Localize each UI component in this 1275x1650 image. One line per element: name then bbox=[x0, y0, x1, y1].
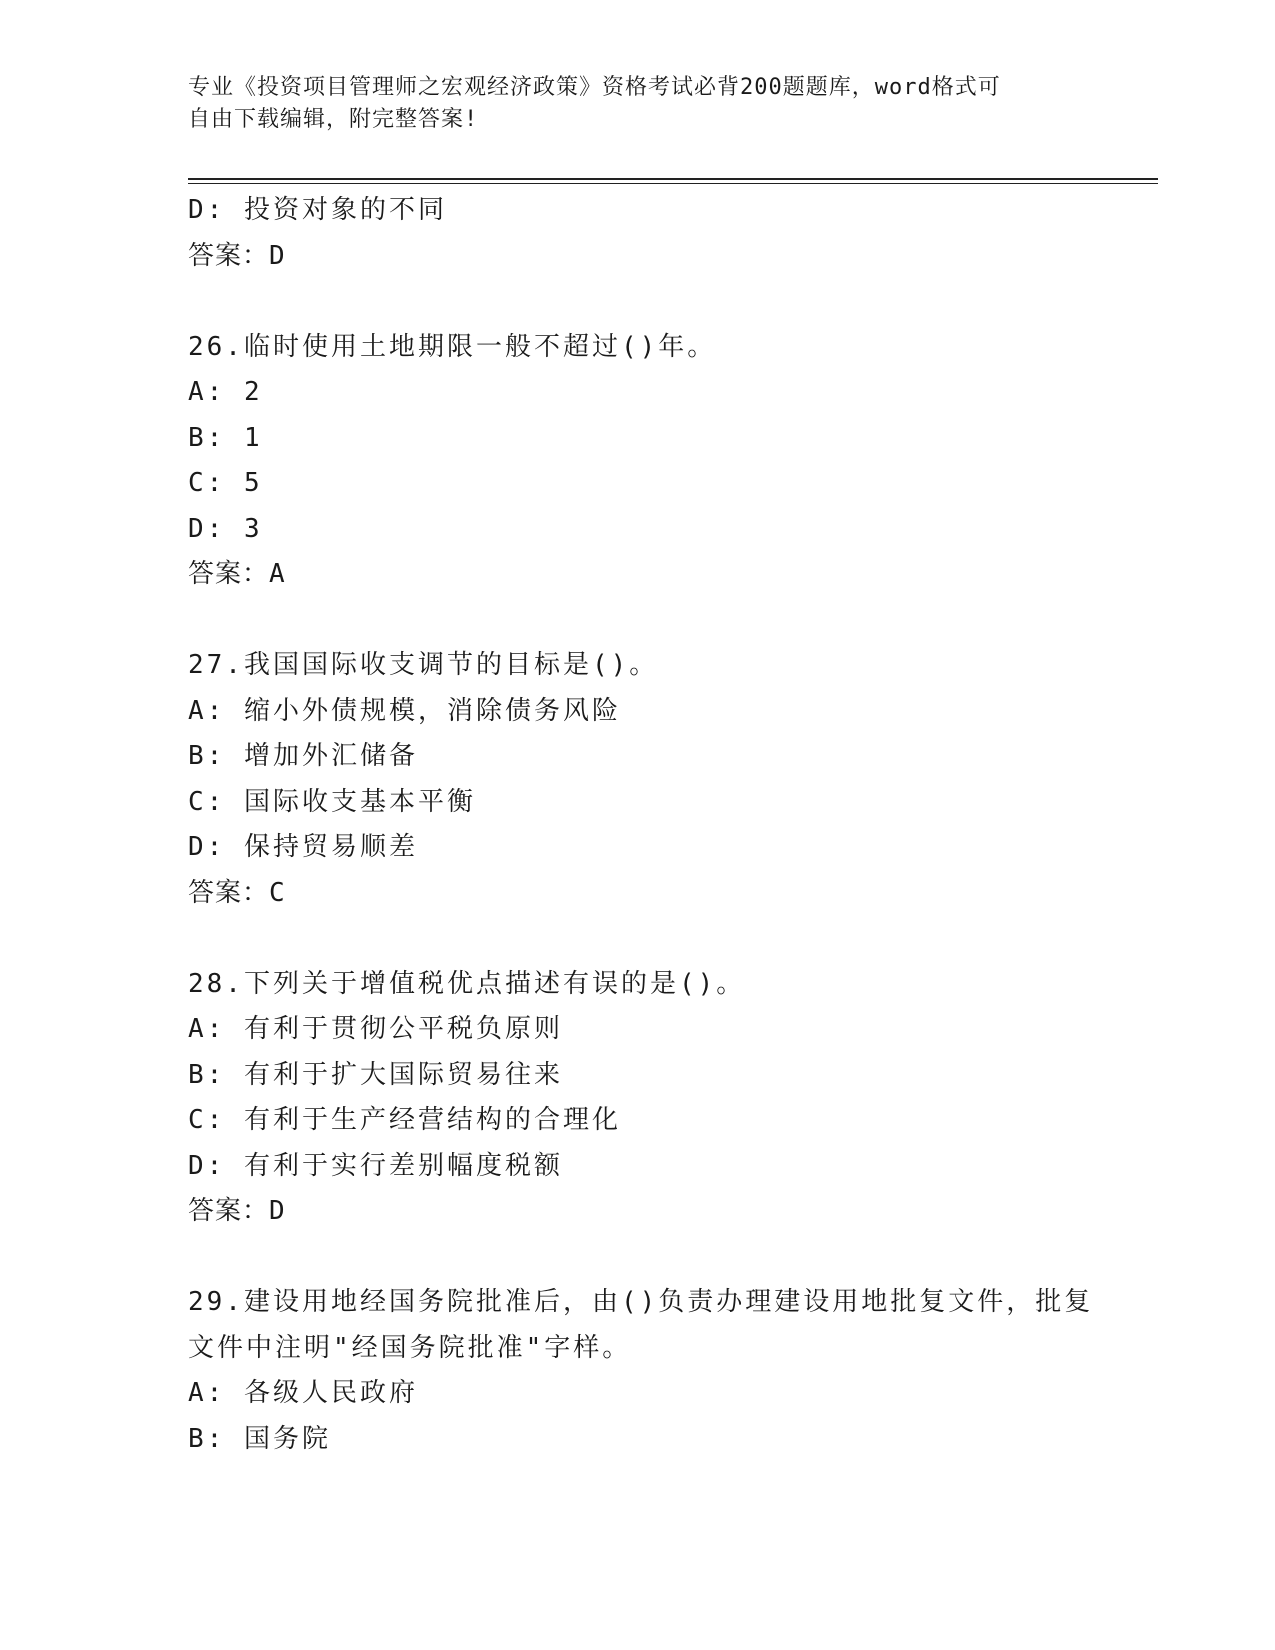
option-b: B: 1 bbox=[188, 422, 263, 453]
spacer bbox=[188, 1235, 1068, 1281]
document-header bbox=[188, 72, 1068, 136]
prev-option-d: D: 投资对象的不同 bbox=[188, 195, 447, 225]
option-a: A: 有利于贯彻公平税负原则 bbox=[188, 1014, 563, 1044]
option-b: B: 有利于扩大国际贸易往来 bbox=[188, 1059, 563, 1090]
spacer bbox=[188, 916, 1068, 962]
header-line-1: 专业《投资项目管理师之宏观经济政策》资格考试必背200题题库，word格式可 bbox=[188, 75, 1001, 100]
question-stem-line-2: 文件中注明"经国务院批准"字样。 bbox=[188, 1332, 632, 1363]
header-divider bbox=[188, 178, 1158, 184]
option-c: C: 5 bbox=[188, 468, 263, 498]
question-28 bbox=[188, 962, 1068, 1235]
spacer bbox=[188, 598, 1068, 644]
question-29 bbox=[188, 1280, 1094, 1462]
option-a: A: 缩小外债规模，消除债务风险 bbox=[188, 695, 621, 726]
header-line-2: 自由下载编辑，附完整答案! bbox=[188, 107, 479, 132]
question-list bbox=[188, 188, 1094, 1462]
option-b: B: 增加外汇储备 bbox=[188, 741, 418, 771]
option-d: D: 3 bbox=[188, 513, 263, 544]
answer: 答案：A bbox=[188, 559, 286, 589]
question-stem-line-1: 29.建设用地经国务院批准后，由()负责办理建设用地批复文件，批复 bbox=[188, 1287, 1094, 1317]
question-stem: 26.临时使用土地期限一般不超过()年。 bbox=[188, 331, 717, 362]
option-a: A: 各级人民政府 bbox=[188, 1378, 418, 1408]
question-stem: 28.下列关于增值税优点描述有误的是()。 bbox=[188, 968, 746, 999]
question-27 bbox=[188, 643, 1068, 916]
question-stem: 27.我国国际收支调节的目标是()。 bbox=[188, 650, 659, 680]
option-b: B: 国务院 bbox=[188, 1423, 331, 1454]
question-26 bbox=[188, 325, 1068, 598]
option-a: A: 2 bbox=[188, 377, 263, 407]
option-c: C: 有利于生产经营结构的合理化 bbox=[188, 1105, 621, 1135]
spacer bbox=[188, 279, 1068, 325]
answer: 答案：D bbox=[188, 1196, 286, 1226]
option-d: D: 有利于实行差别幅度税额 bbox=[188, 1150, 563, 1181]
answer: 答案：C bbox=[188, 877, 286, 908]
option-c: C: 国际收支基本平衡 bbox=[188, 786, 476, 817]
option-d: D: 保持贸易顺差 bbox=[188, 832, 418, 862]
prev-answer: 答案：D bbox=[188, 240, 286, 271]
